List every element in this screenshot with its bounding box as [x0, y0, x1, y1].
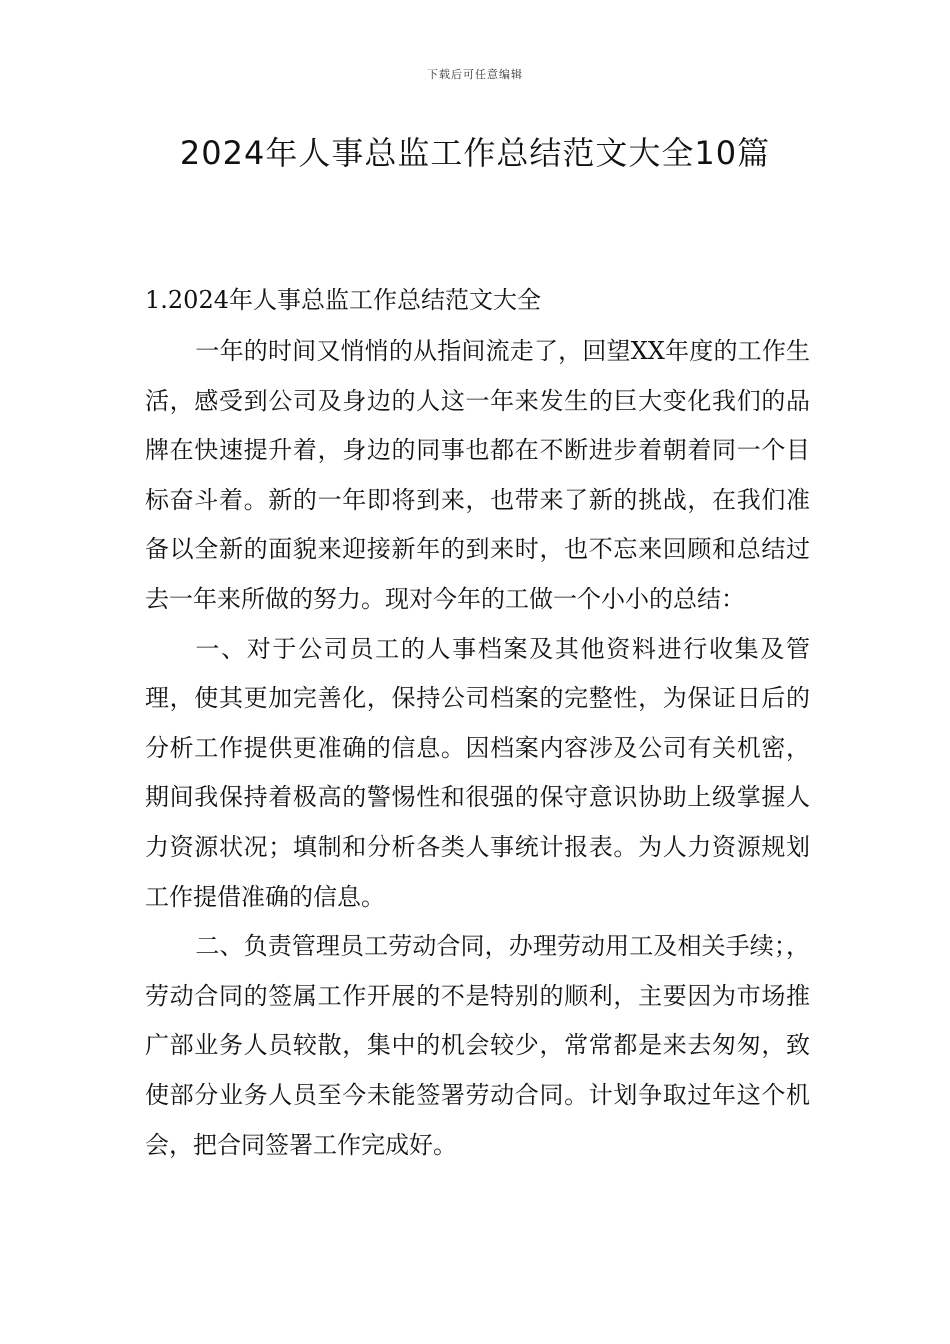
header-note: 下载后可任意编辑 [427, 68, 523, 81]
paragraph-item-two: 二、负责管理员工劳动合同，办理劳动用工及相关手续；，劳动合同的签属工作开展的不是特别的顺利，主要因为市场推广部业务人员较散，集中的机会较少，常常都是来去匆匆，致使部分业务人员至今未能签署劳动合同。计划争取过年这个机会，把合同签署工作完成好。 [145, 932, 810, 1159]
paragraph-item-one: 一、对于公司员工的人事档案及其他资料进行收集及管理，使其更加完善化，保持公司档案的完整性，为保证日后的分析工作提供更准确的信息。因档案内容涉及公司有关机密，期间我保持着极高的警惕性和很强的保守意识协助上级掌握人力资源状况；填制和分析各类人事统计报表。为人力资源规划工作提借准确的信息。 [145, 634, 810, 911]
document-body [145, 280, 810, 1170]
document-title: 2024年人事总监工作总结范文大全10篇 [179, 134, 771, 172]
section-heading: 1.2024年人事总监工作总结范文大全 [145, 286, 541, 314]
paragraph-intro: 一年的时间又悄悄的从指间流走了，回望XX年度的工作生活，感受到公司及身边的人这一年来发生的巨大变化我们的品牌在快速提升着，身边的同事也都在不断进步着朝着同一个目标奋斗着。新的一年即将到来，也带来了新的挑战，在我们准备以全新的面貌来迎接新年的到来时，也不忘来回顾和总结过去一年来所做的努力。现对今年的工做一个小小的总结： [145, 337, 810, 613]
